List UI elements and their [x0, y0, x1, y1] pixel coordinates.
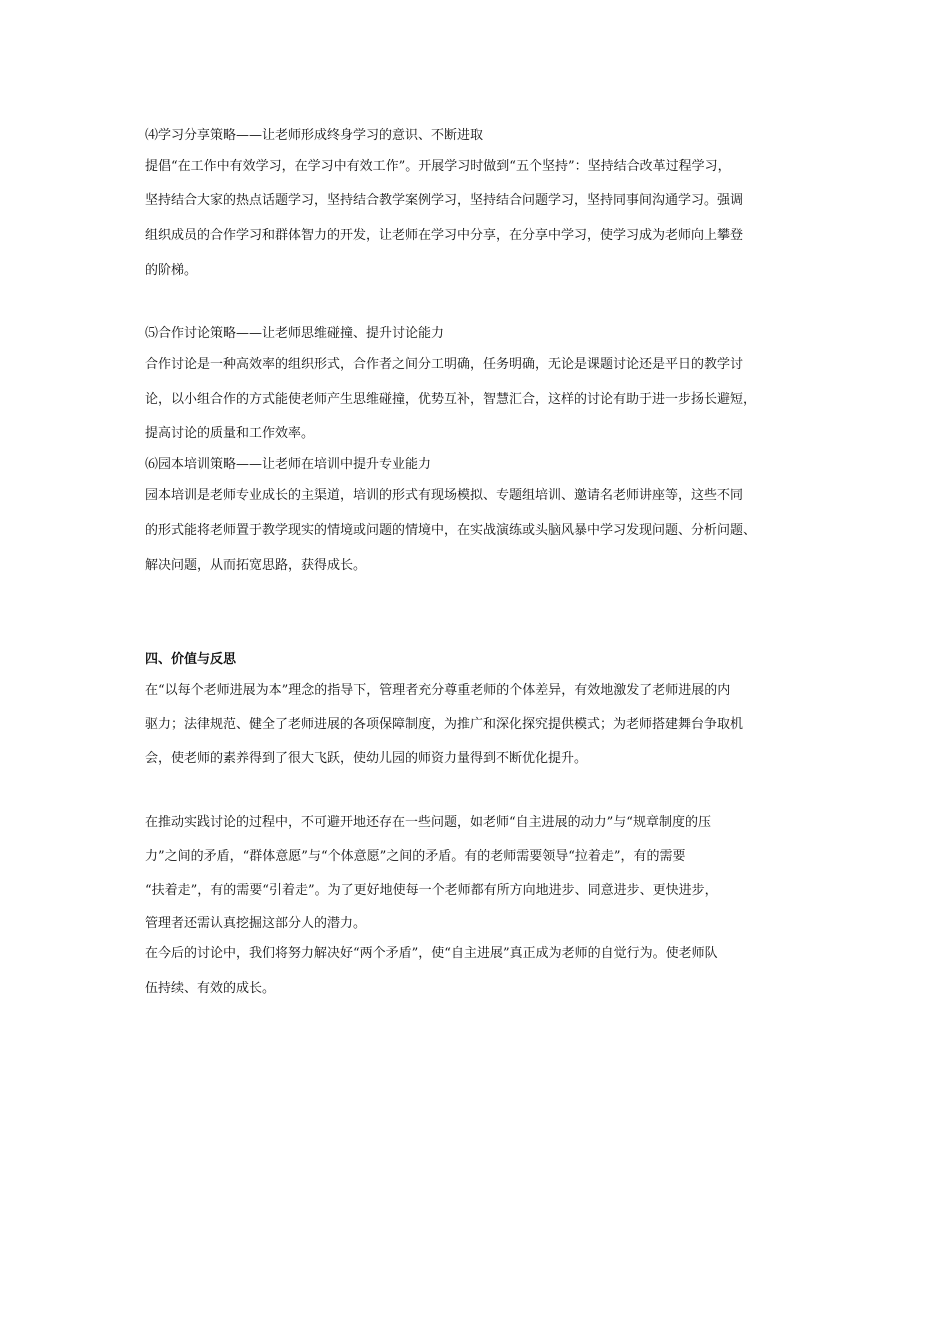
paragraph-line: “扶着走”，有的需要“引着走”。为了更好地使每一个老师都有所方向地进步、同意进步、更快进步， [145, 883, 718, 898]
paragraph-line: 在推动实践讨论的过程中，不可避开地还存在一些问题，如老师“自主进展的动力”与“规章制度的压 [145, 815, 711, 830]
paragraph-line: 坚持结合大家的热点话题学习，坚持结合教学案例学习，坚持结合问题学习，坚持同事间沟通学习。强调 [145, 193, 744, 208]
paragraph-line: 在“以每个老师进展为本”理念的指导下，管理者充分尊重老师的个体差异，有效地激发了老师进展的内 [145, 683, 731, 698]
section-heading-learning-share: ⑷学习分享策略——让老师形成终身学习的意识、不断进取 [145, 128, 484, 143]
paragraph-line: 驱力；法律规范、健全了老师进展的各项保障制度，为推广和深化探究提供模式；为老师搭建舞台争取机 [145, 717, 744, 732]
paragraph-line: 解决问题，从而拓宽思路，获得成长。 [145, 558, 367, 573]
section-heading-garden-training: ⑹园本培训策略——让老师在培训中提升专业能力 [145, 457, 432, 472]
paragraph-line: 会，使老师的素养得到了很大飞跃，使幼儿园的师资力量得到不断优化提升。 [145, 751, 588, 766]
paragraph-line: 力”之间的矛盾，“群体意愿”与“个体意愿”之间的矛盾。有的老师需要领导“拉着走”，有的需要 [145, 849, 686, 864]
paragraph-line: 提倡“在工作中有效学习，在学习中有效工作”。开展学习时做到“五个坚持”：坚持结合改革过程学习， [145, 159, 731, 174]
paragraph-line: 提高讨论的质量和工作效率。 [145, 426, 315, 441]
paragraph-line: 的形式能将老师置于教学现实的情境或问题的情境中，在实战演练或头脑风暴中学习发现问题、分析问题、 [145, 523, 757, 538]
paragraph-line: 管理者还需认真挖掘这部分人的潜力。 [145, 916, 367, 931]
paragraph-line: 的阶梯。 [145, 263, 198, 278]
section-heading-value-reflection: 四、价值与反思 [145, 652, 237, 667]
paragraph-line: 伍持续、有效的成长。 [145, 981, 276, 996]
paragraph-line: 合作讨论是一种高效率的组织形式，合作者之间分工明确，任务明确，无论是课题讨论还是平日的教学讨 [145, 357, 744, 372]
paragraph-line: 组织成员的合作学习和群体智力的开发，让老师在学习中分享，在分享中学习，使学习成为老师向上攀登 [145, 228, 744, 243]
section-heading-cooperative-discussion: ⑸合作讨论策略——让老师思维碰撞、提升讨论能力 [145, 326, 445, 341]
paragraph-line: 在今后的讨论中，我们将努力解决好“两个矛盾”，使“自主进展”真正成为老师的自觉行为。使老师队 [145, 946, 718, 961]
paragraph-line: 园本培训是老师专业成长的主渠道，培训的形式有现场模拟、专题组培训、邀请名老师讲座等，这些不同 [145, 488, 744, 503]
paragraph-line: 论，以小组合作的方式能使老师产生思维碰撞，优势互补，智慧汇合，这样的讨论有助于进一步扬长避短， [145, 392, 757, 407]
